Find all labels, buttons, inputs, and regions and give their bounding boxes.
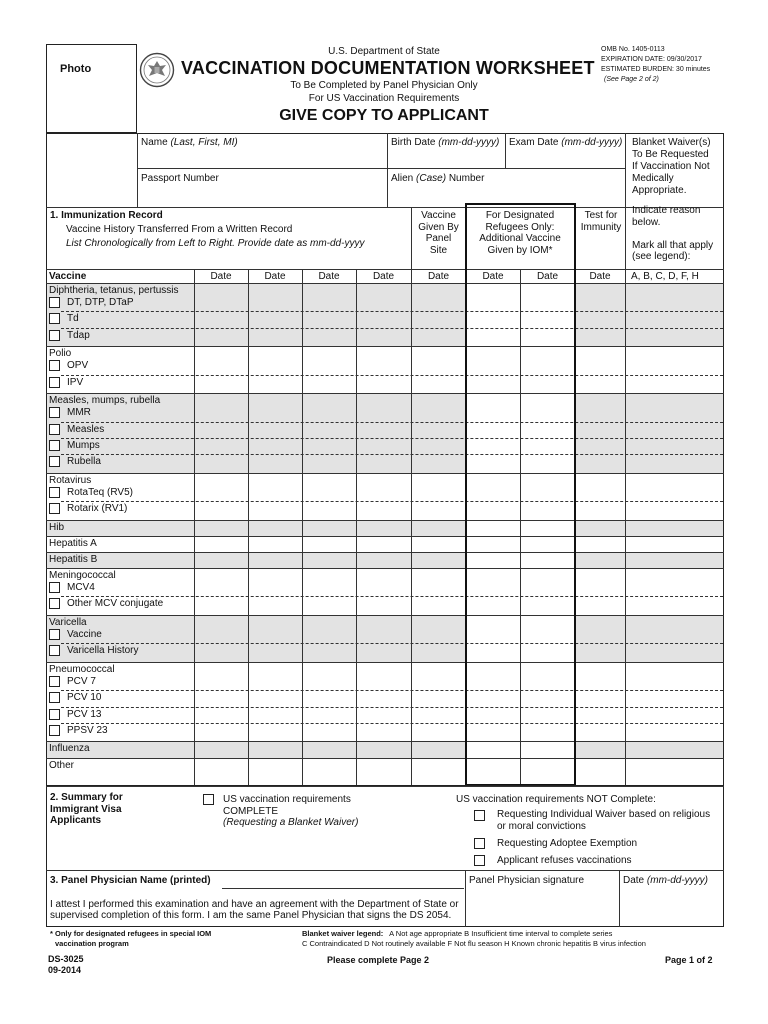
immunization-heading: 1. Immunization Record	[50, 210, 163, 221]
vaccine-item-label: RotaTeq (RV5)	[67, 486, 133, 498]
vaccine-checkbox-mmr-0[interactable]	[49, 407, 60, 418]
form-title: VACCINATION DOCUMENTATION WORKSHEET	[181, 58, 595, 78]
see-page-note: (See Page 2 of 2)	[604, 76, 659, 83]
immunization-line1: Vaccine History Transferred From a Written Record	[66, 224, 293, 235]
birth-date-field[interactable]: Birth Date (mm-dd-yyyy)	[391, 137, 500, 148]
date-column-header-7: Date	[536, 271, 559, 282]
vaccine-group-rotavirus: Rotavirus	[49, 474, 92, 486]
refuses-vaccinations-label: Applicant refuses vaccinations	[497, 855, 632, 866]
vaccine-group-other: Other	[49, 759, 75, 771]
vaccine-item-label: PCV 10	[67, 692, 102, 704]
subtitle-physician: To Be Completed by Panel Physician Only	[290, 80, 478, 91]
individual-waiver-checkbox[interactable]	[474, 810, 485, 821]
vaccine-group-hepatitis-b: Hepatitis B	[49, 553, 98, 565]
vaccine-checkbox-pneumococcal-1[interactable]	[49, 692, 60, 703]
vaccine-checkbox-pneumococcal-0[interactable]	[49, 676, 60, 687]
vaccine-item-label: Rotarix (RV1)	[67, 502, 128, 514]
vaccine-column-header: Vaccine	[49, 271, 87, 282]
subtitle-requirements: For US Vaccination Requirements	[308, 93, 460, 104]
refugee-footnote: * Only for designated refugees in special IOM vaccination program	[50, 929, 212, 948]
vaccine-checkbox-mmr-1[interactable]	[49, 424, 60, 435]
attestation-line1: I attest I performed this examination and have an agreement with the Department of State or	[50, 899, 459, 910]
vaccine-group-varicella: Varicella	[49, 617, 87, 629]
vaccine-group-dtp: Diphtheria, tetanus, pertussis	[49, 285, 179, 296]
vaccine-item-label: Other MCV conjugate	[67, 598, 164, 610]
physician-name-heading: 3. Panel Physician Name (printed)	[50, 875, 211, 886]
vaccine-checkbox-meningococcal-1[interactable]	[49, 598, 60, 609]
legend-column-header: A, B, C, D, F, H	[631, 271, 699, 282]
state-seal-icon	[139, 52, 175, 88]
vaccine-item-label: Td	[67, 313, 79, 325]
vaccine-item-label: PPSV 23	[67, 724, 108, 736]
passport-number-field[interactable]: Passport Number	[141, 173, 219, 184]
date-column-header-3: Date	[318, 271, 340, 282]
vaccine-checkbox-dtp-2[interactable]	[49, 330, 60, 341]
individual-waiver-label: Requesting Individual Waiver based on religious or moral convictions	[497, 809, 711, 832]
please-complete-note: Please complete Page 2	[327, 955, 430, 965]
panel-site-header: Vaccine Given By Panel Site	[418, 210, 459, 256]
waiver-legend: Blanket waiver legend: A Not age appropriate B Insufficient time interval to complete series C Contraindicated D Not routinely available F Not flu season H Known chronic hepatitis B virus infection	[302, 929, 646, 948]
vaccine-group-pneumococcal: Pneumococcal	[49, 664, 115, 676]
vaccine-checkbox-pneumococcal-3[interactable]	[49, 725, 60, 736]
alien-number-field[interactable]: Alien (Case) Number	[391, 173, 485, 184]
summary-heading: 2. Summary for Immigrant Visa Applicants	[50, 792, 123, 826]
not-complete-label: US vaccination requirements NOT Complete:	[456, 794, 656, 805]
requirements-complete-label: US vaccination requirements COMPLETE (Requesting a Blanket Waiver)	[223, 794, 359, 828]
vaccine-item-label: PCV 7	[67, 676, 96, 688]
photo-box	[46, 44, 137, 133]
vaccine-item-label: Mumps	[67, 439, 100, 451]
omb-number: OMB No. 1405-0113	[601, 46, 665, 53]
vaccine-group-hepatitis-a: Hepatitis A	[49, 537, 97, 549]
form-id: DS-3025 09-2014	[48, 954, 84, 975]
physician-signature-field[interactable]: Panel Physician signature	[469, 875, 585, 886]
refuses-vaccinations-checkbox[interactable]	[474, 855, 485, 866]
vaccine-checkbox-polio-0[interactable]	[49, 360, 60, 371]
vaccine-group-meningococcal: Meningococcal	[49, 570, 116, 582]
photo-label: Photo	[60, 63, 92, 75]
vaccine-item-label: DT, DTP, DTaP	[67, 297, 134, 309]
vaccine-item-label: MCV4	[67, 582, 95, 594]
vaccine-group-polio: Polio	[49, 348, 72, 360]
exam-date-field[interactable]: Exam Date (mm-dd-yyyy)	[509, 137, 623, 148]
vaccine-group-influenza: Influenza	[49, 743, 90, 755]
vaccine-checkbox-rotavirus-0[interactable]	[49, 487, 60, 498]
physician-date-field[interactable]: Date (mm-dd-yyyy)	[623, 875, 709, 886]
vaccine-checkbox-polio-1[interactable]	[49, 377, 60, 388]
date-column-header-5: Date	[427, 271, 450, 282]
vaccine-item-label: IPV	[67, 376, 84, 388]
requirements-complete-checkbox[interactable]	[203, 794, 214, 805]
vaccine-checkbox-pneumococcal-2[interactable]	[49, 709, 60, 720]
vaccine-item-label: PCV 13	[67, 708, 102, 720]
date-column-header-1: Date	[210, 271, 232, 282]
vaccine-checkbox-meningococcal-0[interactable]	[49, 582, 60, 593]
vaccine-item-label: OPV	[67, 360, 89, 372]
vaccine-checkbox-mmr-2[interactable]	[49, 440, 60, 451]
test-immunity-header: Test for Immunity	[580, 210, 622, 233]
date-column-header-4: Date	[372, 271, 395, 282]
vaccine-item-label: Rubella	[67, 455, 101, 467]
vaccine-checkbox-rotavirus-1[interactable]	[49, 503, 60, 514]
vaccine-group-hib: Hib	[49, 521, 65, 533]
give-copy-title: GIVE COPY TO APPLICANT	[279, 107, 489, 124]
physician-name-line[interactable]	[222, 888, 464, 889]
vaccine-item-label: Tdap	[67, 329, 90, 341]
date-column-header-2: Date	[264, 271, 286, 282]
immunization-line2: List Chronologically from Left to Right. Provide date as mm-dd-yyyy	[66, 238, 365, 249]
blanket-waiver-note: Blanket Waiver(s) To Be Requested If Vaccination Not Medically Appropriate.	[632, 137, 711, 196]
attestation-line2: supervised completion of this form. I am the same Panel Physician that signs the DS 2054.	[50, 910, 452, 921]
vaccine-group-mmr: Measles, mumps, rubella	[49, 395, 161, 407]
adoptee-exemption-checkbox[interactable]	[474, 838, 485, 849]
department-name: U.S. Department of State	[328, 46, 440, 57]
vaccine-item-label: Vaccine	[67, 629, 102, 641]
vaccine-checkbox-dtp-0[interactable]	[49, 297, 60, 308]
reason-header: Indicate reason below. Mark all that apply (see legend):	[632, 205, 714, 262]
name-field[interactable]: Name (Last, First, MI)	[141, 137, 238, 148]
page-number: Page 1 of 2	[665, 955, 713, 965]
vaccine-checkbox-dtp-1[interactable]	[49, 313, 60, 324]
vaccine-item-label: Measles	[67, 423, 105, 435]
vaccine-checkbox-varicella-1[interactable]	[49, 645, 60, 656]
date-column-header-6: Date	[482, 271, 504, 282]
estimated-burden: ESTIMATED BURDEN: 30 minutes	[601, 66, 711, 73]
refugees-header: For Designated Refugees Only: Additional Vaccine Given by IOM*	[479, 210, 561, 256]
date-column-header-8: Date	[589, 271, 611, 282]
vaccine-checkbox-varicella-0[interactable]	[49, 629, 60, 640]
expiration-date: EXPIRATION DATE: 09/30/2017	[601, 56, 702, 63]
adoptee-exemption-label: Requesting Adoptee Exemption	[497, 838, 638, 849]
vaccine-checkbox-mmr-3[interactable]	[49, 456, 60, 467]
vaccine-item-label: MMR	[67, 407, 91, 419]
refugees-column-box	[465, 203, 576, 786]
vaccine-item-label: Varicella History	[67, 645, 139, 657]
